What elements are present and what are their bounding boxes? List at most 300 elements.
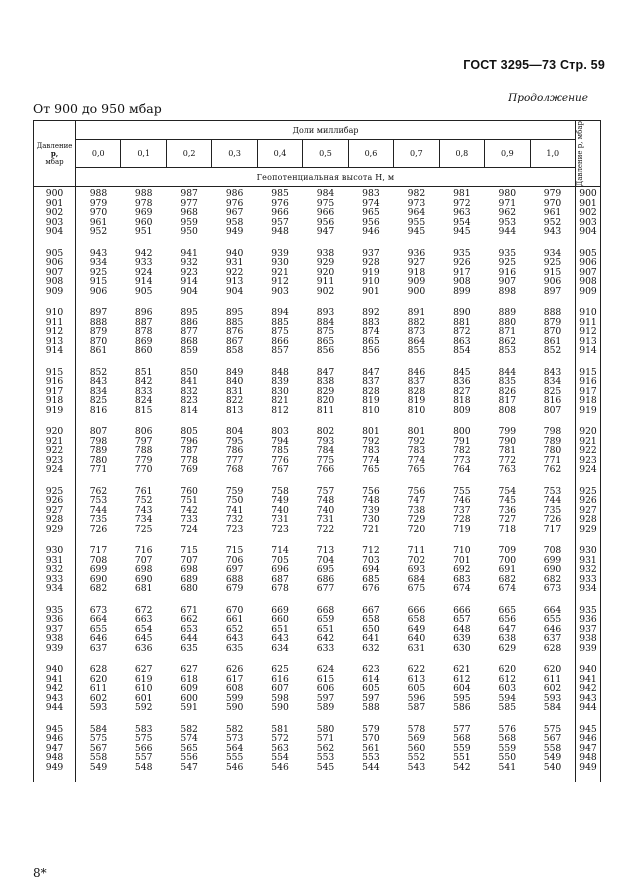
height-cell: 666 xyxy=(453,604,471,616)
height-cell: 966 xyxy=(271,207,289,219)
height-cell: 703 xyxy=(362,554,380,566)
height-cell: 938 xyxy=(316,247,335,259)
height-cell: 895 xyxy=(180,307,198,319)
height-cell: 645 xyxy=(134,633,153,645)
height-cell: 803 xyxy=(271,426,289,438)
height-cell: 771 xyxy=(543,454,562,466)
pressure-cell-right: 900 xyxy=(576,187,601,199)
height-cell: 843 xyxy=(543,366,562,378)
pressure-cell: 930 xyxy=(34,544,76,556)
height-cell: 882 xyxy=(407,316,426,328)
height-cell: 979 xyxy=(543,188,562,200)
height-cell: 634 xyxy=(271,642,289,654)
height-cell: 744 xyxy=(76,506,121,516)
height-cell: 547 xyxy=(180,761,198,773)
height-cell: 671 xyxy=(180,604,198,616)
height-cell: 960 xyxy=(134,216,153,228)
height-cell: 972 xyxy=(453,197,471,209)
height-cell: 628 xyxy=(76,663,121,675)
height-cell: 941 xyxy=(180,247,198,259)
pressure-cell: 926 xyxy=(34,496,76,506)
pressure-cell-right: 949 xyxy=(576,763,601,783)
height-cell: 786 xyxy=(225,445,244,457)
height-cell: 570 xyxy=(362,733,380,745)
height-cell: 747 xyxy=(407,495,426,507)
height-cell: 620 xyxy=(543,664,562,676)
height-cell: 932 xyxy=(180,257,198,269)
pressure-cell-right: 928 xyxy=(576,515,601,525)
height-cell: 723 xyxy=(271,523,289,535)
height-cell: 929 xyxy=(316,257,335,269)
height-cell: 612 xyxy=(498,673,517,685)
height-cell: 764 xyxy=(453,464,471,476)
height-cell: 604 xyxy=(453,683,471,695)
height-cell: 959 xyxy=(180,216,198,228)
height-cell: 840 xyxy=(225,376,244,388)
left-header-line1: Давление xyxy=(36,141,73,150)
height-cell: 819 xyxy=(407,395,426,407)
pressure-cell: 901 xyxy=(34,199,76,209)
height-cell: 727 xyxy=(498,514,517,526)
height-cell: 777 xyxy=(225,454,244,466)
pressure-cell-right: 906 xyxy=(576,258,601,268)
height-cell: 643 xyxy=(225,633,244,645)
left-header-line2: p, xyxy=(50,148,59,158)
height-cell: 644 xyxy=(180,633,198,645)
height-cell: 611 xyxy=(76,684,121,694)
pressure-cell: 921 xyxy=(34,437,76,447)
height-cell: 896 xyxy=(134,307,153,319)
height-cell: 615 xyxy=(316,673,335,685)
pressure-cell-right: 908 xyxy=(576,277,601,287)
height-cell: 658 xyxy=(362,614,380,626)
pressure-cell-right: 915 xyxy=(576,366,601,378)
pressure-cell: 937 xyxy=(34,625,76,635)
height-cell: 638 xyxy=(498,633,517,645)
height-cell: 903 xyxy=(271,285,289,297)
height-cell: 695 xyxy=(316,564,335,576)
pressure-cell: 938 xyxy=(34,634,76,644)
height-cell: 674 xyxy=(498,583,517,595)
height-cell: 635 xyxy=(180,642,198,654)
right-header-text: Давление p, мбар xyxy=(576,121,584,187)
height-cell: 931 xyxy=(225,257,244,269)
height-cell: 904 xyxy=(180,285,198,297)
height-cell: 685 xyxy=(362,573,380,585)
height-cell: 878 xyxy=(134,326,153,338)
height-cell: 593 xyxy=(76,703,121,723)
height-cell: 895 xyxy=(225,307,244,319)
height-cell: 961 xyxy=(76,218,121,228)
height-cell: 635 xyxy=(225,642,244,654)
height-cell: 768 xyxy=(225,464,244,476)
height-cell: 910 xyxy=(362,276,380,288)
height-cell: 549 xyxy=(76,763,121,783)
height-cell: 637 xyxy=(543,633,562,645)
height-cell: 748 xyxy=(362,495,380,507)
pressure-cell: 943 xyxy=(34,694,76,704)
column-header: 0,4 xyxy=(257,140,302,168)
height-cell: 767 xyxy=(271,464,289,476)
height-cell: 739 xyxy=(362,504,380,516)
height-cell: 792 xyxy=(407,435,426,447)
height-cell: 935 xyxy=(453,247,471,259)
height-cell: 802 xyxy=(316,426,335,438)
height-cell: 749 xyxy=(271,495,289,507)
pressure-cell: 914 xyxy=(34,346,76,366)
height-cell: 920 xyxy=(316,266,335,278)
height-cell: 869 xyxy=(134,335,153,347)
pressure-cell-right: 936 xyxy=(576,615,601,625)
height-cell: 964 xyxy=(407,207,426,219)
height-cell: 577 xyxy=(453,723,471,735)
pressure-cell-right: 911 xyxy=(576,318,601,328)
height-cell: 827 xyxy=(453,385,471,397)
pressure-cell: 945 xyxy=(34,723,76,735)
pressure-cell: 912 xyxy=(34,327,76,337)
height-cell: 541 xyxy=(498,761,517,773)
height-cell: 763 xyxy=(498,464,517,476)
height-cell: 688 xyxy=(225,573,244,585)
pressure-cell: 940 xyxy=(34,663,76,675)
height-cell: 674 xyxy=(453,583,471,595)
height-cell: 808 xyxy=(498,404,517,416)
pressure-cell: 904 xyxy=(34,227,76,247)
height-cell: 860 xyxy=(134,345,153,357)
column-header: 0,2 xyxy=(166,140,211,168)
height-cell: 648 xyxy=(453,623,471,635)
height-cell: 692 xyxy=(453,564,471,576)
height-cell: 774 xyxy=(407,454,426,466)
height-cell: 707 xyxy=(180,554,198,566)
height-cell: 834 xyxy=(543,376,562,388)
height-cell: 540 xyxy=(543,761,562,773)
height-cell: 572 xyxy=(271,733,289,745)
height-cell: 656 xyxy=(498,614,517,626)
height-cell: 542 xyxy=(453,761,471,773)
height-cell: 825 xyxy=(76,396,121,406)
table-row xyxy=(34,465,601,485)
pressure-cell-right: 937 xyxy=(576,625,601,635)
height-cell: 721 xyxy=(362,523,380,535)
height-cell: 948 xyxy=(271,226,289,238)
height-cell: 705 xyxy=(271,554,289,566)
height-cell: 544 xyxy=(362,761,380,773)
height-cell: 890 xyxy=(453,307,471,319)
height-cell: 859 xyxy=(180,345,198,357)
height-cell: 871 xyxy=(498,326,517,338)
altitude-table xyxy=(33,120,601,782)
height-cell: 699 xyxy=(76,565,121,575)
height-cell: 565 xyxy=(180,742,198,754)
height-cell: 711 xyxy=(407,545,426,557)
height-cell: 655 xyxy=(543,614,562,626)
height-cell: 551 xyxy=(453,752,471,764)
height-cell: 633 xyxy=(316,642,335,654)
height-cell: 560 xyxy=(407,742,426,754)
table-row xyxy=(34,227,601,247)
height-cell: 611 xyxy=(543,673,562,685)
height-cell: 596 xyxy=(407,692,426,704)
height-cell: 921 xyxy=(271,266,289,278)
height-cell: 782 xyxy=(453,445,471,457)
height-cell: 691 xyxy=(498,564,517,576)
column-header: 0,9 xyxy=(485,140,530,168)
right-pressure-header xyxy=(576,121,601,187)
height-cell: 555 xyxy=(225,752,244,764)
height-cell: 779 xyxy=(134,454,153,466)
height-cell: 562 xyxy=(316,742,335,754)
height-cell: 744 xyxy=(543,495,562,507)
height-cell: 864 xyxy=(407,335,426,347)
pressure-cell-right: 929 xyxy=(576,525,601,545)
height-cell: 582 xyxy=(180,723,198,735)
height-cell: 891 xyxy=(407,307,426,319)
height-cell: 776 xyxy=(271,454,289,466)
height-cell: 621 xyxy=(453,664,471,676)
pressure-cell-right: 939 xyxy=(576,644,601,664)
height-cell: 976 xyxy=(225,197,244,209)
height-cell: 944 xyxy=(498,226,517,238)
pressure-cell: 936 xyxy=(34,615,76,625)
height-cell: 930 xyxy=(271,257,289,269)
column-header: 1,0 xyxy=(530,140,575,168)
column-header-row xyxy=(34,140,601,168)
height-cell: 956 xyxy=(362,216,380,228)
pressure-cell: 905 xyxy=(34,247,76,259)
height-cell: 760 xyxy=(180,485,198,497)
height-cell: 789 xyxy=(543,435,562,447)
height-cell: 683 xyxy=(453,573,471,585)
height-cell: 597 xyxy=(316,692,335,704)
height-cell: 886 xyxy=(180,316,198,328)
height-cell: 783 xyxy=(362,445,380,457)
table-row xyxy=(34,644,601,664)
height-cell: 609 xyxy=(180,683,198,695)
height-cell: 720 xyxy=(407,523,426,535)
height-cell: 981 xyxy=(453,188,471,200)
height-cell: 950 xyxy=(180,226,198,238)
pressure-cell: 907 xyxy=(34,268,76,278)
height-cell: 619 xyxy=(134,673,153,685)
height-cell: 665 xyxy=(498,604,517,616)
height-cell: 585 xyxy=(498,702,517,714)
height-cell: 914 xyxy=(134,276,153,288)
height-cell: 573 xyxy=(225,733,244,745)
column-header: 0,8 xyxy=(439,140,484,168)
height-cell: 799 xyxy=(498,426,517,438)
height-cell: 806 xyxy=(134,426,153,438)
height-cell: 834 xyxy=(76,387,121,397)
height-cell: 955 xyxy=(407,216,426,228)
pressure-cell: 920 xyxy=(34,425,76,437)
height-cell: 668 xyxy=(316,604,335,616)
height-cell: 856 xyxy=(362,345,380,357)
pressure-cell-right: 925 xyxy=(576,485,601,497)
pressure-cell-right: 901 xyxy=(576,199,601,209)
height-cell: 567 xyxy=(76,744,121,754)
table-row xyxy=(34,346,601,366)
height-cell: 847 xyxy=(316,366,335,378)
table-row xyxy=(34,287,601,307)
height-cell: 643 xyxy=(271,633,289,645)
height-cell: 616 xyxy=(271,673,289,685)
height-cell: 682 xyxy=(76,584,121,604)
height-cell: 894 xyxy=(271,307,289,319)
height-cell: 754 xyxy=(498,485,517,497)
height-cell: 613 xyxy=(407,673,426,685)
height-cell: 851 xyxy=(134,366,153,378)
height-cell: 814 xyxy=(180,404,198,416)
height-cell: 947 xyxy=(316,226,335,238)
height-cell: 552 xyxy=(407,752,426,764)
height-cell: 571 xyxy=(316,733,335,745)
height-cell: 686 xyxy=(316,573,335,585)
height-cell: 664 xyxy=(543,604,562,616)
height-cell: 809 xyxy=(453,404,471,416)
height-cell: 584 xyxy=(543,702,562,714)
height-cell: 736 xyxy=(498,504,517,516)
pressure-cell-right: 933 xyxy=(576,575,601,585)
pressure-cell-right: 943 xyxy=(576,694,601,704)
pressure-cell-right: 907 xyxy=(576,268,601,278)
height-cell: 660 xyxy=(271,614,289,626)
pressure-cell-right: 902 xyxy=(576,208,601,218)
pressure-cell: 908 xyxy=(34,277,76,287)
height-cell: 549 xyxy=(543,752,562,764)
pressure-cell: 903 xyxy=(34,218,76,228)
height-cell: 587 xyxy=(407,702,426,714)
height-cell: 713 xyxy=(316,545,335,557)
height-cell: 543 xyxy=(407,761,426,773)
height-cell: 651 xyxy=(316,623,335,635)
height-cell: 838 xyxy=(316,376,335,388)
height-cell: 925 xyxy=(543,257,562,269)
pressure-cell: 941 xyxy=(34,675,76,685)
height-cell: 811 xyxy=(316,404,335,416)
height-cell: 708 xyxy=(543,545,562,557)
pressure-cell-right: 912 xyxy=(576,327,601,337)
pressure-cell: 939 xyxy=(34,644,76,664)
height-cell: 759 xyxy=(225,485,244,497)
height-cell: 905 xyxy=(134,285,153,297)
height-cell: 866 xyxy=(271,335,289,347)
height-cell: 558 xyxy=(76,753,121,763)
pressure-cell: 910 xyxy=(34,306,76,318)
height-cell: 726 xyxy=(543,514,562,526)
height-cell: 563 xyxy=(271,742,289,754)
height-cell: 588 xyxy=(362,702,380,714)
height-cell: 902 xyxy=(316,285,335,297)
height-cell: 937 xyxy=(362,247,380,259)
pressure-cell-right: 916 xyxy=(576,377,601,387)
height-cell: 828 xyxy=(362,385,380,397)
height-cell: 835 xyxy=(498,376,517,388)
pressure-cell-right: 909 xyxy=(576,287,601,307)
height-cell: 852 xyxy=(543,345,562,357)
pressure-cell: 923 xyxy=(34,456,76,466)
pressure-cell: 906 xyxy=(34,258,76,268)
height-cell: 953 xyxy=(498,216,517,228)
height-cell: 761 xyxy=(134,485,153,497)
height-cell: 649 xyxy=(407,623,426,635)
height-cell: 640 xyxy=(407,633,426,645)
pressure-cell-right: 942 xyxy=(576,684,601,694)
pressure-cell-right: 921 xyxy=(576,437,601,447)
height-cell: 607 xyxy=(271,683,289,695)
pressure-cell-right: 935 xyxy=(576,604,601,616)
height-cell: 961 xyxy=(543,207,562,219)
height-cell: 742 xyxy=(180,504,198,516)
pressure-cell-right: 919 xyxy=(576,406,601,426)
height-cell: 553 xyxy=(362,752,380,764)
height-cell: 852 xyxy=(76,366,121,378)
height-cell: 586 xyxy=(453,702,471,714)
height-cell: 765 xyxy=(407,464,426,476)
height-cell: 743 xyxy=(134,504,153,516)
height-cell: 913 xyxy=(225,276,244,288)
pressure-cell-right: 905 xyxy=(576,247,601,259)
height-cell: 888 xyxy=(76,318,121,328)
height-cell: 574 xyxy=(180,733,198,745)
table-row xyxy=(34,703,601,723)
height-cell: 965 xyxy=(362,207,380,219)
height-cell: 575 xyxy=(543,723,562,735)
height-cell: 581 xyxy=(271,723,289,735)
height-cell: 984 xyxy=(316,188,335,200)
height-cell: 778 xyxy=(180,454,198,466)
pressure-cell-right: 932 xyxy=(576,565,601,575)
pressure-cell-right: 914 xyxy=(576,346,601,366)
pressure-cell: 915 xyxy=(34,366,76,378)
height-cell: 775 xyxy=(316,454,335,466)
height-cell: 812 xyxy=(271,404,289,416)
pressure-cell-right: 940 xyxy=(576,663,601,675)
height-cell: 907 xyxy=(498,276,517,288)
height-cell: 943 xyxy=(76,247,121,259)
height-cell: 868 xyxy=(180,335,198,347)
height-cell: 833 xyxy=(134,385,153,397)
height-cell: 915 xyxy=(76,277,121,287)
height-cell: 661 xyxy=(225,614,244,626)
height-cell: 928 xyxy=(362,257,380,269)
height-cell: 630 xyxy=(453,642,471,654)
height-cell: 942 xyxy=(134,247,153,259)
height-cell: 825 xyxy=(543,385,562,397)
height-cell: 646 xyxy=(543,623,562,635)
height-cell: 576 xyxy=(498,723,517,735)
height-cell: 715 xyxy=(225,545,244,557)
height-cell: 582 xyxy=(225,723,244,735)
height-cell: 706 xyxy=(225,554,244,566)
height-cell: 829 xyxy=(316,385,335,397)
height-cell: 781 xyxy=(498,445,517,457)
height-cell: 912 xyxy=(271,276,289,288)
height-cell: 566 xyxy=(134,742,153,754)
height-cell: 751 xyxy=(180,495,198,507)
height-cell: 982 xyxy=(407,188,426,200)
height-cell: 801 xyxy=(407,426,426,438)
height-cell: 857 xyxy=(271,345,289,357)
page-footer: 8* xyxy=(33,866,47,880)
pressure-cell: 922 xyxy=(34,446,76,456)
pressure-cell: 934 xyxy=(34,584,76,604)
pressure-cell: 942 xyxy=(34,684,76,694)
height-cell: 657 xyxy=(453,614,471,626)
height-cell: 804 xyxy=(225,426,244,438)
height-cell: 889 xyxy=(498,307,517,319)
height-cell: 724 xyxy=(180,523,198,535)
